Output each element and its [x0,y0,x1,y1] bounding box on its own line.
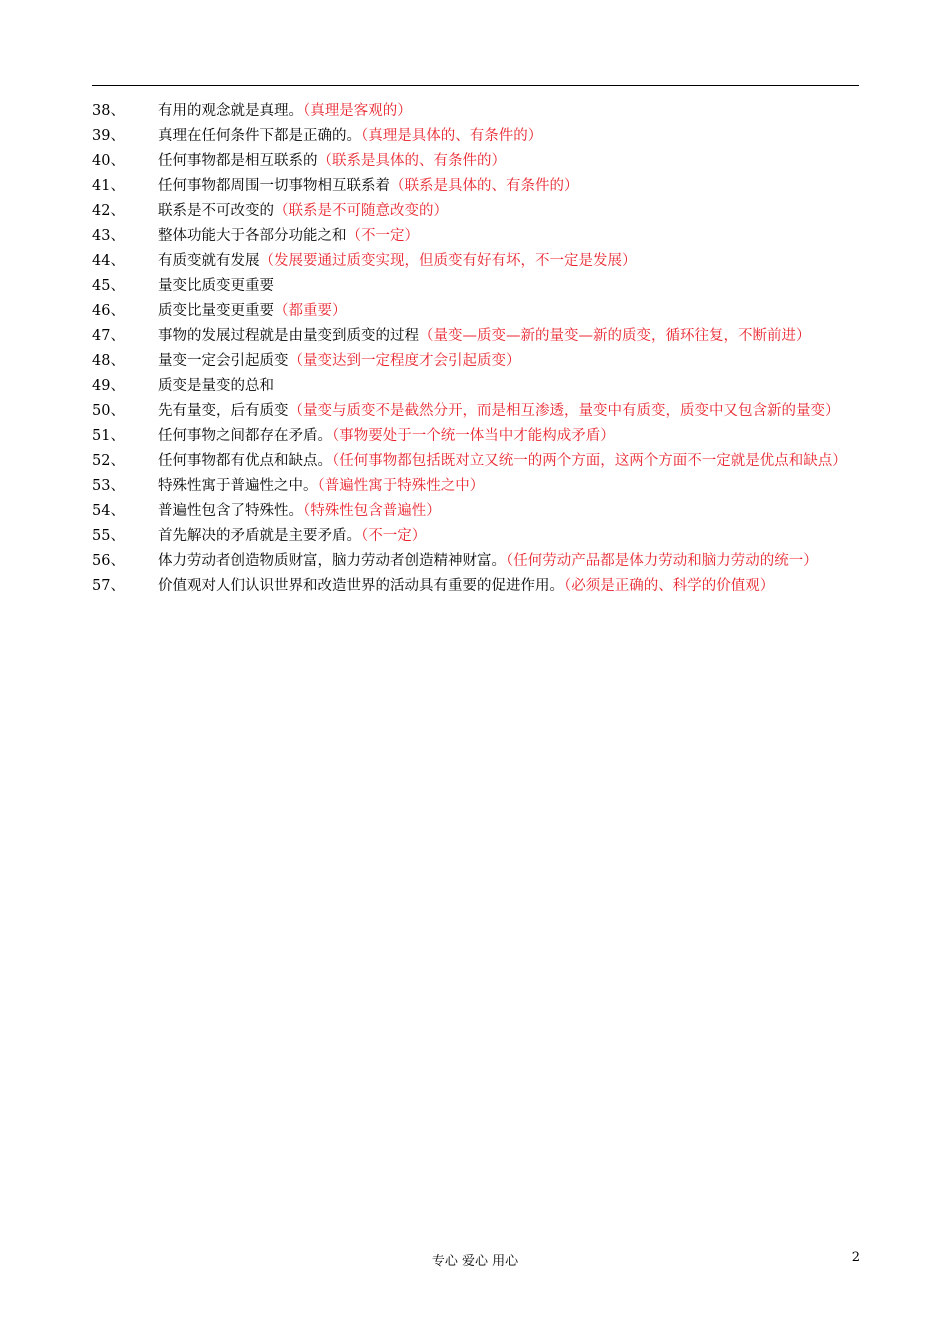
list-item [92,149,862,174]
item-number: 41、 [92,178,125,194]
header-rule [92,85,859,86]
item-text: 体力劳动者创造物质财富，脑力劳动者创造精神财富。 [158,553,506,569]
item-number: 44、 [92,253,125,269]
list-item [92,249,862,274]
item-text: 任何事物都有优点和缺点。 [158,453,332,469]
item-number: 47、 [92,328,125,344]
item-note: （联系是不可随意改变的） [274,203,448,219]
item-number: 51、 [92,428,125,444]
list-item [92,399,862,424]
item-note: （都重要） [274,303,347,319]
list-item [92,349,862,374]
item-number: 50、 [92,403,125,419]
item-text: 有质变就有发展 [158,253,260,269]
item-note: （量变与质变不是截然分开，而是相互渗透，量变中有质变，质变中又包含新的量变） [288,403,840,419]
item-number: 43、 [92,228,125,244]
list-item [92,449,862,474]
item-text: 首先解决的矛盾就是主要矛盾。 [158,528,361,544]
item-note: （不一定） [346,228,419,244]
item-text: 质变是量变的总和 [158,378,274,394]
item-number: 56、 [92,553,125,569]
item-number: 45、 [92,278,125,294]
page-number: 2 [851,1250,860,1265]
item-text: 任何事物之间都存在矛盾。 [158,428,332,444]
item-number: 48、 [92,353,125,369]
item-number: 53、 [92,478,125,494]
item-note: （联系是具体的、有条件的） [317,153,506,169]
item-text: 任何事物都周围一切事物相互联系着 [158,178,390,194]
item-text: 真理在任何条件下都是正确的。 [158,128,361,144]
list-item [92,274,862,299]
item-number: 42、 [92,203,125,219]
item-note: （量变达到一定程度才会引起质变） [288,353,521,369]
list-item [92,224,862,249]
item-text: 整体功能大于各部分功能之和 [158,228,347,244]
item-note: （事物要处于一个统一体当中才能构成矛盾） [332,428,615,444]
list-item [92,174,862,199]
item-note: （普遍性寓于特殊性之中） [317,478,485,494]
item-text: 有用的观念就是真理。 [158,103,303,119]
item-note: （量变—质变—新的量变—新的质变，循环往复，不断前进） [419,328,811,344]
item-number: 38、 [92,103,125,119]
list-item [92,474,862,499]
item-text: 任何事物都是相互联系的 [158,153,318,169]
list-item [92,549,862,574]
item-text: 普遍性包含了特殊性。 [158,503,303,519]
list-item [92,424,862,449]
item-number: 40、 [92,153,125,169]
item-text: 特殊性寓于普遍性之中。 [158,478,318,494]
list-item [92,374,862,399]
item-note: （必须是正确的、科学的价值观） [564,578,775,594]
item-note: （任何事物都包括既对立又统一的两个方面，这两个方面不一定就是优点和缺点） [332,453,847,469]
list-item [92,524,862,549]
item-number: 39、 [92,128,125,144]
item-list [92,99,862,599]
item-note: （真理是客观的） [303,103,412,119]
item-note: （真理是具体的、有条件的） [361,128,543,144]
item-text: 量变比质变更重要 [158,278,274,294]
item-text: 量变一定会引起质变 [158,353,289,369]
item-note: （不一定） [361,528,427,544]
item-text: 先有量变，后有质变 [158,403,289,419]
list-item [92,124,862,149]
item-number: 52、 [92,453,125,469]
footer-motto: 专心 爱心 用心 [431,1254,519,1269]
item-note: （联系是具体的、有条件的） [390,178,579,194]
list-item [92,299,862,324]
item-number: 54、 [92,503,125,519]
item-note: （发展要通过质变实现，但质变有好有坏，不一定是发展） [259,253,637,269]
item-number: 49、 [92,378,125,394]
item-text: 质变比量变更重要 [158,303,274,319]
item-note: （特殊性包含普遍性） [303,503,441,519]
item-number: 46、 [92,303,125,319]
list-item [92,499,862,524]
item-number: 57、 [92,578,125,594]
list-item [92,99,862,124]
item-text: 联系是不可改变的 [158,203,274,219]
list-item [92,324,862,349]
item-note: （任何劳动产品都是体力劳动和脑力劳动的统一） [506,553,818,569]
item-number: 55、 [92,528,125,544]
list-item [92,574,862,599]
item-text: 事物的发展过程就是由量变到质变的过程 [158,328,419,344]
list-item [92,199,862,224]
item-text: 价值观对人们认识世界和改造世界的活动具有重要的促进作用。 [158,578,564,594]
